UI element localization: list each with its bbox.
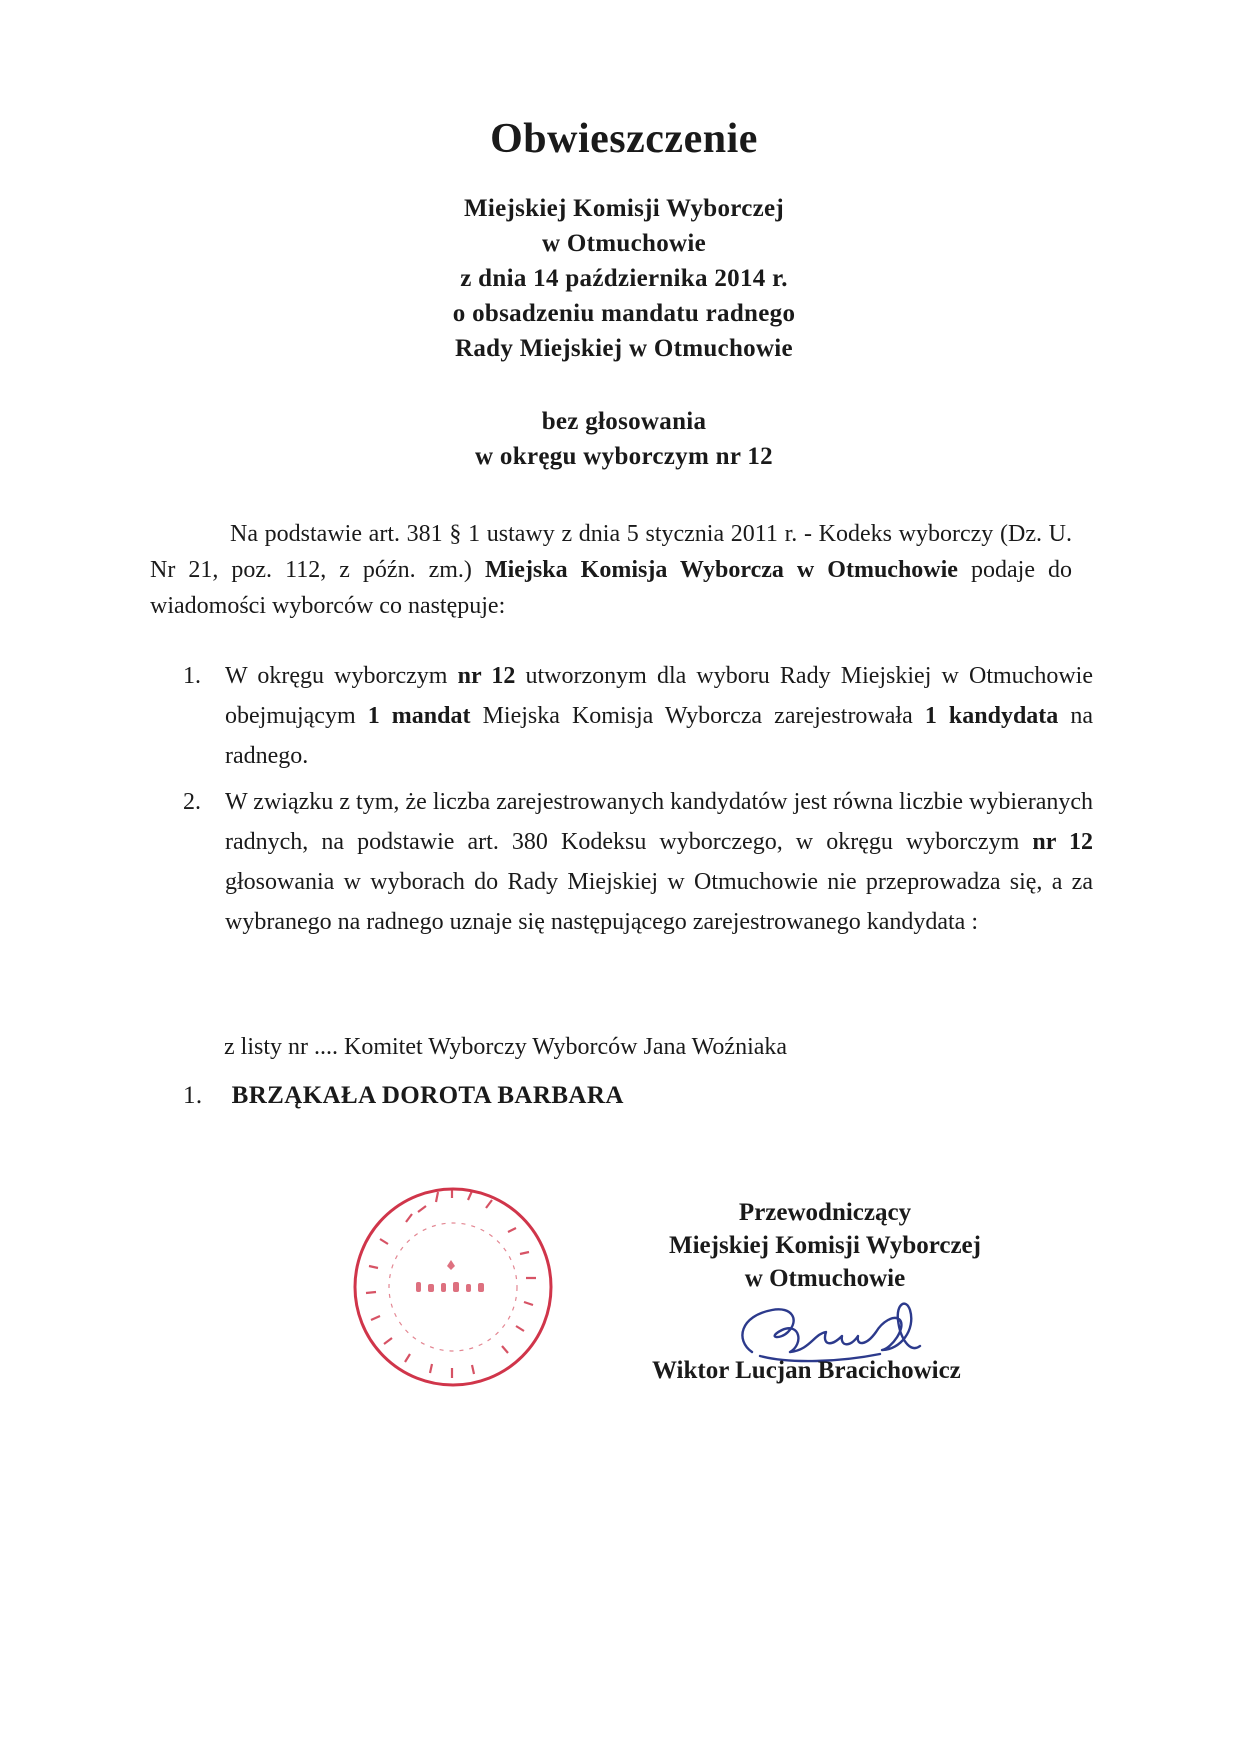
intro-paragraph (150, 516, 1072, 624)
intro-text: Na podstawie art. 381 § 1 ustawy z dnia 5 stycznia 2011 r. - Kodeks wyborczy (Dz. U. Nr 21, poz. 112, z późn. zm.) (150, 521, 1072, 583)
signatory-name: Wiktor Lucjan Bracichowicz (652, 1357, 961, 1384)
document-title: Obwieszczenie (490, 116, 758, 162)
signature-title: w Otmuchowie (744, 1265, 906, 1292)
item-number: 1. (183, 663, 201, 689)
item-bold: nr 12 (457, 663, 516, 689)
item-bold: nr 12 (1032, 829, 1093, 855)
item-text: głosowania w wyborach do Rady Miejskiej w Otmuchowie nie przeprowadza się, a za wybranego na radnego uznaje się następującego zarejestrowanego kandydata : (225, 869, 1093, 935)
signature-block (640, 1196, 1010, 1295)
document-header (0, 115, 1248, 474)
elected-name: BRZĄKAŁA DOROTA BARBARA (231, 1082, 624, 1109)
item-text: utworzonym dla wyboru Rady Miejskiej w Otmuchowie obejmującym (225, 663, 1093, 729)
numbered-list (183, 656, 1093, 948)
list-item (183, 656, 1093, 776)
subtitle-line: bez głosowania (541, 408, 707, 435)
item-bold: 1 kandydata (924, 703, 1059, 729)
subtitle-line: w Otmuchowie (541, 230, 706, 257)
list-item (183, 782, 1093, 942)
elected-candidate (183, 1082, 624, 1110)
item-bold: 1 mandat (367, 703, 471, 729)
signature-title: Przewodniczący (738, 1199, 912, 1226)
item-text: W związku z tym, że liczba zarejestrowanych kandydatów jest równa liczbie wybieranych radnych, na podstawie art. 380 Kodeksu wyborczego, w okręgu wyborczym (225, 789, 1093, 855)
subtitle-line: Rady Miejskiej w Otmuchowie (455, 335, 793, 362)
item-text: Miejska Komisja Wyborcza zarejestrowała (482, 703, 913, 729)
item-text: W okręgu wyborczym (225, 663, 448, 689)
subtitle-line: o obsadzeniu mandatu radnego (452, 300, 796, 327)
elected-number: 1. (183, 1082, 203, 1109)
item-number: 2. (183, 789, 201, 815)
subtitle-line: w okręgu wyborczym nr 12 (475, 443, 773, 470)
subtitle-line: Miejskiej Komisji Wyborczej (463, 195, 785, 222)
intro-text-after: podaje do wiadomości wyborców co następuje: (150, 557, 1073, 619)
subtitle-line: z dnia 14 października 2014 r. (460, 265, 788, 292)
signature-title: Miejskiej Komisji Wyborczej (669, 1232, 981, 1259)
official-stamp (348, 1182, 558, 1392)
intro-committee: Miejska Komisja Wyborcza w Otmuchowie (484, 557, 958, 583)
item-text: na radnego. (225, 703, 1094, 769)
candidate-list-info: z listy nr .... Komitet Wyborczy Wyborców Jana Woźniaka (224, 1034, 788, 1060)
